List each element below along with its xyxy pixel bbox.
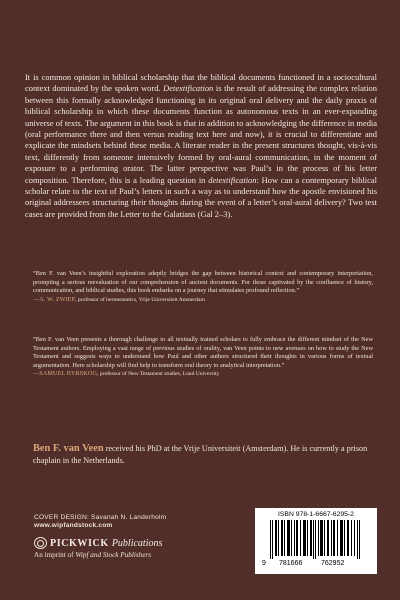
- endorser-title: , professor of hermeneutics, Vrije Universiteit Amsterdam: [75, 296, 205, 303]
- imprint-publisher: Wipf and Stock Publishers: [75, 551, 151, 559]
- publisher-name: [50, 538, 162, 549]
- imprint-line: [34, 551, 214, 559]
- description-term-detextification-lowercase: detextification: [208, 174, 257, 185]
- imprint-prefix: An imprint of: [34, 551, 76, 559]
- endorsement-zwiep: [33, 270, 373, 304]
- isbn-barcode-icon: [260, 520, 372, 567]
- description-term-detextification: Detextification: [163, 83, 214, 94]
- barcode-left-digit: 9: [262, 560, 266, 567]
- endorser-title: , professor of New Testament studies, Lund University: [97, 371, 220, 377]
- book-description: [25, 72, 377, 220]
- author-bio-text: received his PhD at the Vrije Universiteit (Amsterdam). He is currently a prison chaplain in the Netherlands.: [33, 444, 368, 465]
- barcode-digit-group-1: 781666: [279, 560, 303, 567]
- endorsement-quote: “Ben F. van Veen’s insightful exploration adeptly bridges the gap between historical context and contemporary interpretation, prompting a serious reevaluation of our comprehension of ancient documents. For those captivated by the confluence of history, communication, and biblical studies, this book embarks on a journey that stimulates profound reflection.”: [33, 270, 373, 294]
- description-text-2: is the result of addressing the complex relation between this formally acknowledged functioning in its original oral delivery and the daily praxis of biblical scholarship in which these documents function as autonomous texts in an ever-expanding universe of texts. The argument in this book is that in addition to acknowledging the difference in media (oral performance there and then versus reading text here and now), it is crucial to differentiate and explicate the mindsets behind these media. A literate reader in the present structures thought, vis-à-vis text, differently from someone intensively formed by oral-aural communication, in the moment of exposure to a performing orator. The latter perspective was Paul’s in the process of his letter composition. Therefore, this is a leading question in: [25, 83, 377, 185]
- publisher-name-suffix: Publications: [111, 537, 163, 549]
- publisher-website: www.wipfandstock.com: [34, 522, 113, 529]
- endorsement-byrskog: [33, 336, 373, 378]
- description-text-3: : How can a contemporary biblical scholar relate to the text of Paul’s letters in such a way as to understand how the apostle envisioned his original addressees structuring their thoughts during the event of a letter’s oral-aural delivery? Two test cases are provided from the Letter to the Galatians (Gal 2–3).: [25, 174, 377, 219]
- publisher-credits: [34, 514, 214, 559]
- description-text-1: It is common opinion in biblical scholarship that the biblical documents functioned in a sociocultural context dominated by the spoken word.: [25, 72, 377, 94]
- author-name: Ben F. van Veen: [33, 443, 104, 455]
- barcode-digit-group-2: 762952: [321, 560, 345, 567]
- endorser-name: —SAMUEL BYRSKOG: [33, 370, 98, 377]
- publisher-name-main: PICKWICK: [50, 537, 109, 549]
- isbn-number: ISBN 978-1-6667-6295-2: [278, 511, 354, 518]
- publisher-brand: [34, 537, 214, 549]
- publisher-logo-icon: [34, 537, 47, 549]
- isbn-barcode-block: [255, 508, 377, 574]
- endorsement-attribution: [33, 296, 373, 304]
- endorser-name: —A. W. ZWIEP: [33, 295, 76, 303]
- endorsement-attribution: [33, 370, 373, 378]
- endorsement-quote: “Ben F. van Veen presents a thorough challenge to all textually trained scholars to fully embrace the different mindset of the New Testament authors. Employing a vast range of previous studies of orality, van Veen points to new avenues on how to study the New Testament and suggests ways to understand how Paul and other authors structured their thoughts in various forms of textual argumentation. Here scholarship will find help to transform oral theory to analytical interpretation.”: [33, 336, 373, 369]
- cover-design-credit: COVER DESIGN: Savanah N. Landerholm: [34, 514, 167, 521]
- author-bio: [33, 443, 373, 466]
